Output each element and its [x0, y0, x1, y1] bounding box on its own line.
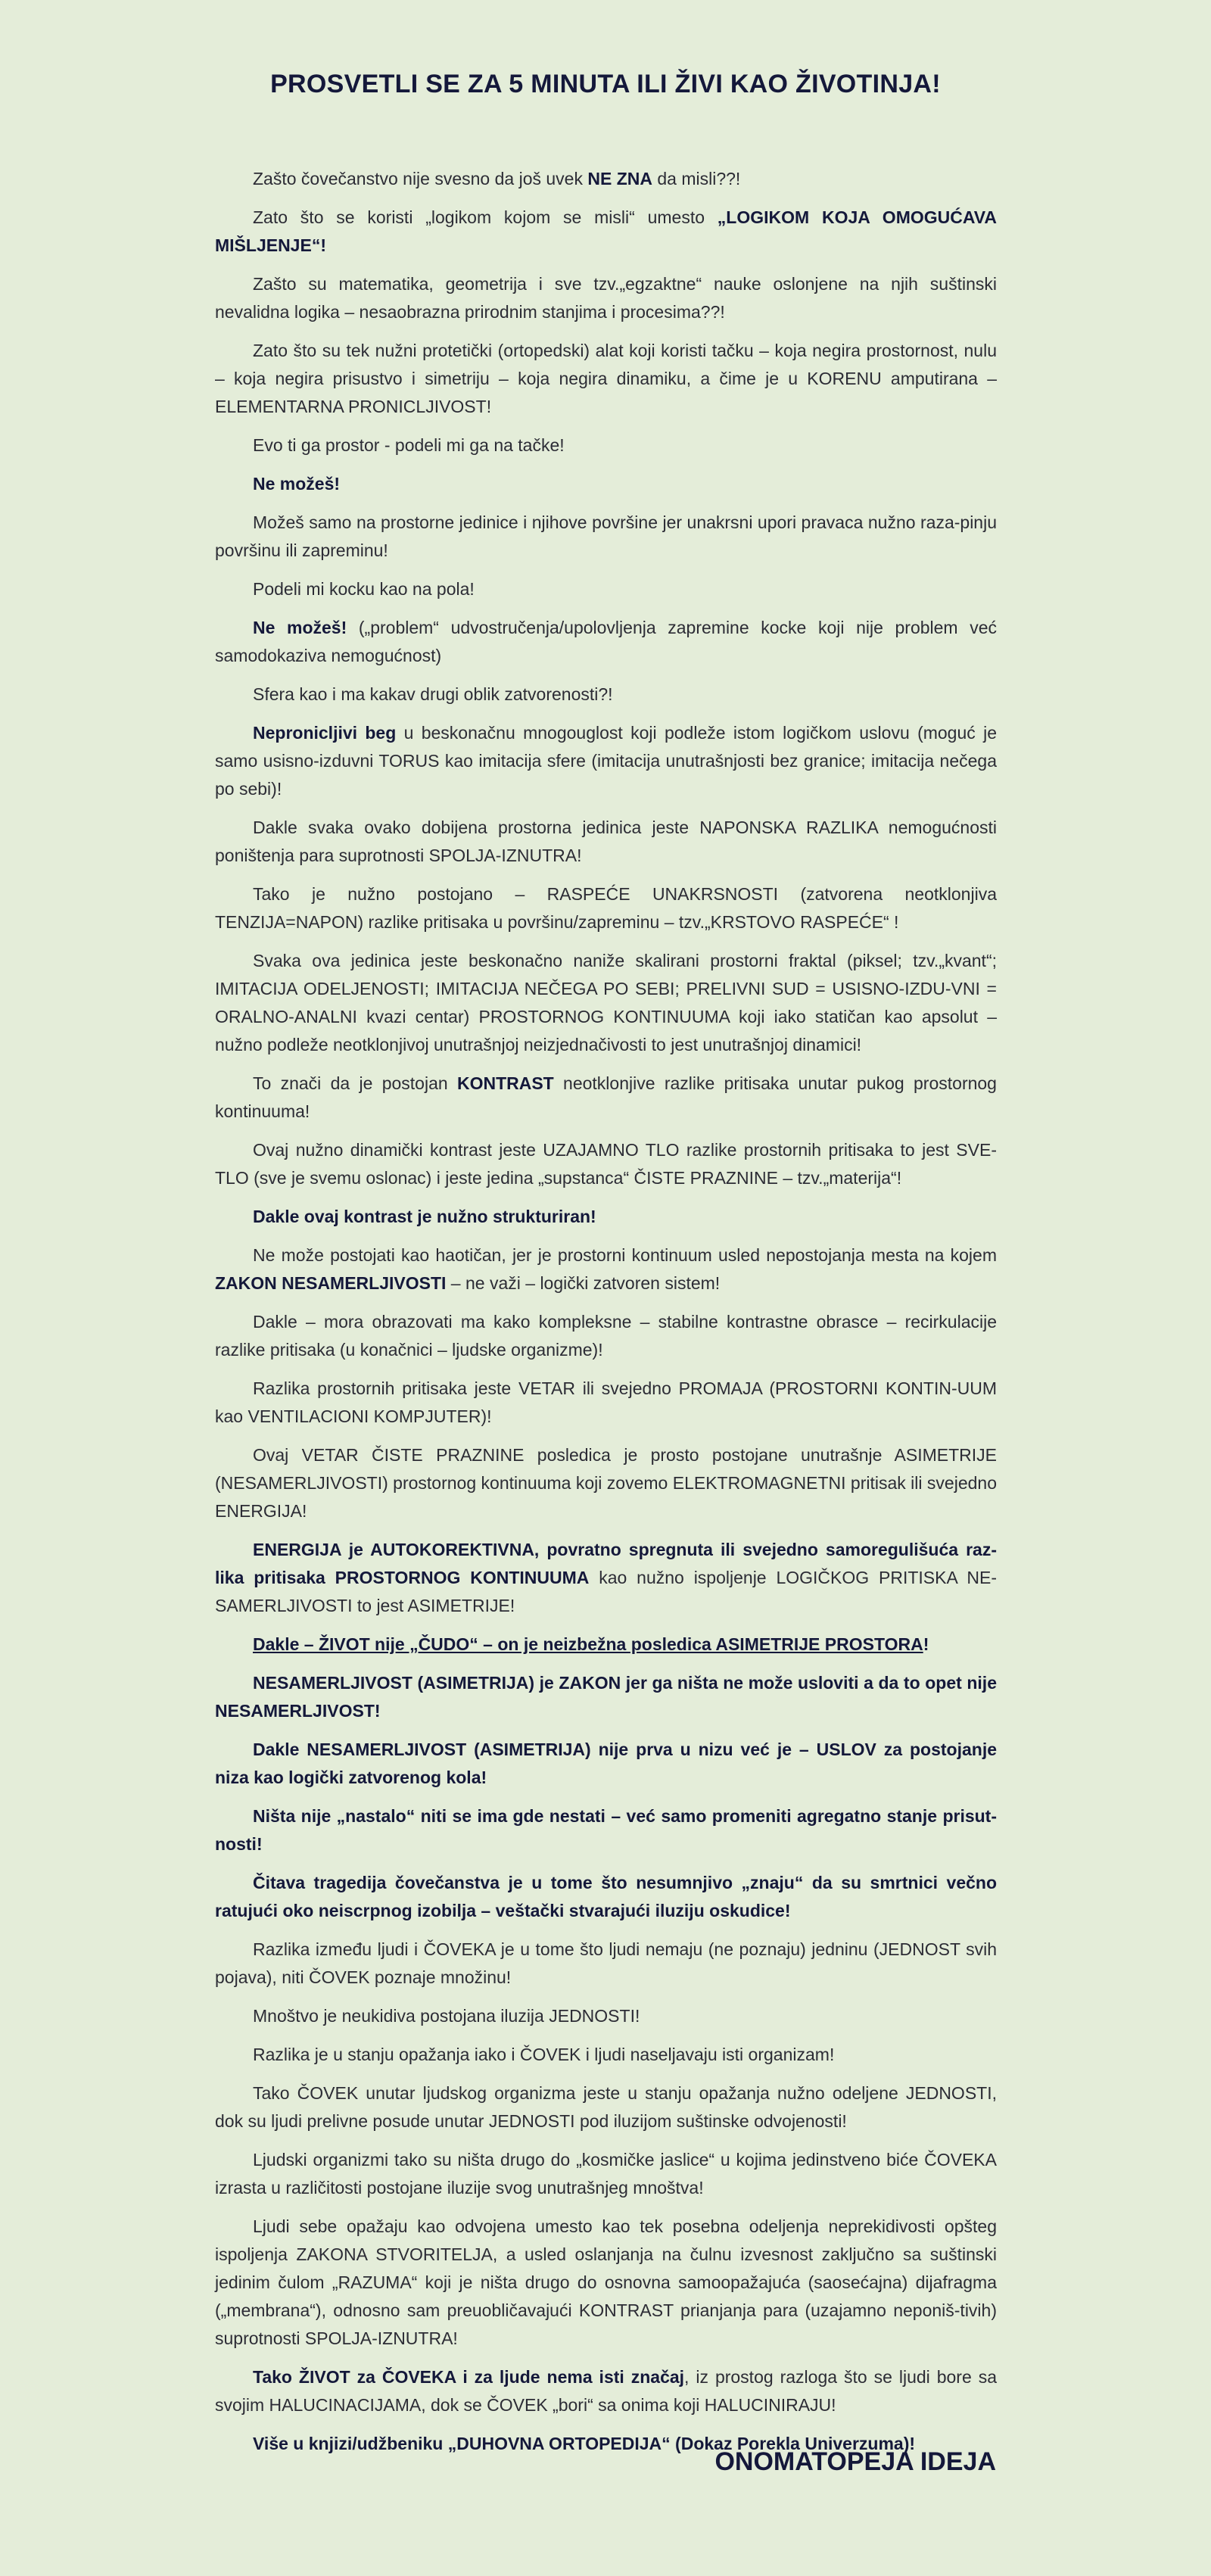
article-paragraph — [215, 880, 997, 936]
article-paragraph — [215, 1241, 997, 1297]
paragraph-text: Ljudski organizmi tako su ništa drugo do „kosmičke jaslice“ u kojima jedinstveno biće ČOVEKA izrasta u različitosti postojane iluzije svog unutrašnjeg mnoštva! — [215, 2150, 997, 2198]
paragraph-text: Ovaj nužno dinamički kontrast jeste UZAJAMNO TLO razlike prostornih pritisaka to jest SVE-TLO (sve je svemu oslonac) i jeste jedina „supstanca“ ČISTE PRAZNINE – tzv.„materija“! — [215, 1140, 997, 1188]
paragraph-text: , iz prostog razloga što se ljudi bore sa svojim HALUCINACIJAMA, dok se ČOVEK „bori“ sa onima koji HALUCINIRAJU! — [215, 2367, 997, 2415]
article-paragraph — [215, 204, 997, 260]
paragraph-bold-text: Više u knjizi/udžbeniku „DUHOVNA ORTOPEDIJA“ (Dokaz Porekla Univerzuma)! — [253, 2434, 916, 2453]
article-paragraph — [215, 1070, 997, 1126]
paragraph-text: – ne važi – logički zatvoren sistem! — [446, 1273, 721, 1293]
article-paragraph — [215, 2363, 997, 2419]
article-paragraph — [215, 431, 997, 459]
paragraph-bold-text: NE ZNA — [587, 169, 652, 188]
article-paragraph — [215, 1736, 997, 1792]
paragraph-text: Razlika prostornih pritisaka jeste VETAR ili svejedno PROMAJA (PROSTORNI KONTIN-UUM kao VENTILACIONI KOMPJUTER)! — [215, 1378, 997, 1426]
paragraph-text: Tako je nužno postojano – RASPEĆE UNAKRSNOSTI (zatvorena neotklonjiva TENZIJA=NAPON) razlike pritisaka u površinu/zapreminu – tzv.„KRSTOVO RASPEĆE“ ! — [215, 884, 997, 932]
paragraph-text: Zato što se koristi „logikom kojom se misli“ umesto — [253, 207, 718, 227]
article-paragraph — [215, 814, 997, 870]
article-paragraph — [215, 719, 997, 803]
article-paragraph — [215, 2213, 997, 2353]
paragraph-bold-text: ENERGIJA je AUTOKOREKTIVNA, povratno spregnuta ili svejedno samoregulišuća raz-lika pritisaka PROSTORNOG KONTINUUMA — [215, 1540, 997, 1587]
paragraph-text: Zato što su tek nužni protetički (ortopedski) alat koji koristi tačku – koja negira prostornost, nulu – koja negira prisustvo i simetriju – koja negira dinamiku, a čime je u KORENU amputirana – ELEMENTARNA PRONICLJIVOST! — [215, 341, 997, 416]
paragraph-bold-text: Dakle ovaj kontrast je nužno strukturiran! — [253, 1207, 596, 1226]
footer-signature: ONOMATOPEJA IDEJA — [714, 2447, 996, 2476]
paragraph-bold-text: ZAKON NESAMERLJIVOSTI — [215, 1273, 447, 1293]
article-paragraph — [215, 2041, 997, 2069]
paragraph-text: Ne može postojati kao haotičan, jer je prostorni kontinuum usled nepostojanja mesta na kojem — [253, 1245, 997, 1265]
article-paragraph — [215, 337, 997, 421]
article-paragraph — [215, 1136, 997, 1192]
paragraph-bold-text: Nepronicljivi beg — [253, 723, 397, 743]
paragraph-bold-text: Ne možeš! — [253, 618, 347, 637]
article-paragraph — [215, 2146, 997, 2202]
paragraph-text: Razlika je u stanju opažanja iako i ČOVEK i ljudi naseljavaju isti organizam! — [253, 2045, 835, 2064]
article-paragraph — [215, 681, 997, 709]
paragraph-text: Zašto su matematika, geometrija i sve tzv.„egzaktne“ nauke oslonjene na njih suštinski nevalidna logika – nesaobrazna prirodnim stanjima i procesima??! — [215, 274, 997, 322]
paragraph-text: kao nužno ispoljenje LOGIČKOG PRITISKA NE-SAMERLJIVOSTI to jest ASIMETRIJE! — [215, 1568, 997, 1615]
paragraph-text: Ovaj VETAR ČISTE PRAZNINE posledica je prosto postojane unutrašnje ASIMETRIJE (NESAMERLJIVOSTI) prostornog kontinuuma koji zovemo ELEKTROMAGNETNI pritisak ili svejedno ENERGIJA! — [215, 1445, 997, 1521]
article-paragraph — [215, 1536, 997, 1620]
article-paragraph — [215, 1869, 997, 1925]
paragraph-text: Ljudi sebe opažaju kao odvojena umesto kao tek posebna odeljenja neprekidivosti opšteg ispoljenja ZAKONA STVORITELJA, a usled oslanjanja na čulnu izvesnost zaključno sa suštinski jedinim čulom „RAZUMA“ koji je ništa drugo do osnovna samoopažajuća (saosećajna) dijafragma („membrana“), odnosno sam preuobličavajući KONTRAST prianjanja para (uzajamno neponiš-tivih) suprotnosti SPOLJA-IZNUTRA! — [215, 2216, 997, 2348]
paragraph-text: da misli??! — [652, 169, 741, 188]
paragraph-bold-text: „LOGIKOM KOJA OMOGUĆAVA MIŠLJENJE“! — [215, 207, 997, 255]
paragraph-bold-text: Dakle NESAMERLJIVOST (ASIMETRIJA) nije prva u nizu već je – USLOV za postojanje niza kao logički zatvorenog kola! — [215, 1740, 997, 1787]
paragraph-text: Sfera kao i ma kakav drugi oblik zatvorenosti?! — [253, 684, 613, 704]
paragraph-text: ! — [923, 1634, 929, 1654]
paragraph-text: neotklonjive razlike pritisaka unutar pukog prostornog kontinuuma! — [215, 1073, 997, 1121]
paragraph-text: Dakle – mora obrazovati ma kako kompleksne – stabilne kontrastne obrasce – recirkulacije razlike pritisaka (u konačnici – ljudske organizme)! — [215, 1312, 997, 1360]
page-title: PROSVETLI SE ZA 5 MINUTA ILI ŽIVI KAO ŽIVOTINJA! — [270, 70, 941, 98]
paragraph-text: Dakle svaka ovako dobijena prostorna jedinica jeste NAPONSKA RAZLIKA nemogućnosti poništenja para suprotnosti SPOLJA-IZNUTRA! — [215, 818, 997, 865]
article-body — [215, 165, 997, 2469]
paragraph-underlined-text: Dakle – ŽIVOT nije „ČUDO“ – on je neizbežna posledica ASIMETRIJE PROSTORA — [253, 1634, 923, 1654]
paragraph-text: Svaka ova jedinica jeste beskonačno naniže skalirani prostorni fraktal (piksel; tzv.„kvant“; IMITACIJA ODELJENOSTI; IMITACIJA NEČEGA PO SEBI; PRELIVNI SUD = USISNO-IZDU-VNI = ORALNO-ANALNI kvazi centar) PROSTORNOG KONTINUUMA koji iako statičan kao apsolut – nužno podleže neotklonjivoj unutrašnjoj neizjednačivosti to jest unutrašnjoj dinamici! — [215, 951, 997, 1054]
article-paragraph — [215, 1308, 997, 1364]
article-paragraph — [215, 947, 997, 1059]
paragraph-text: u beskonačnu mnogouglost koji podleže istom logičkom uslovu (moguć je samo usisno-izduvni TORUS kao imitacija sfere (imitacija unutrašnjosti bez granice; imitacija nečega po sebi)! — [215, 723, 997, 799]
paragraph-text: Tako ČOVEK unutar ljudskog organizma jeste u stanju opažanja nužno odeljene JEDNOSTI, dok su ljudi prelivne posude unutar JEDNOSTI pod iluzijom suštinske odvojenosti! — [215, 2083, 997, 2131]
article-paragraph — [215, 2002, 997, 2030]
paragraph-bold-text: NESAMERLJIVOST (ASIMETRIJA) je ZAKON jer ga ništa ne može usloviti a da to opet nije NESAMERLJIVOST! — [215, 1673, 997, 1721]
article-paragraph — [215, 1203, 997, 1231]
paragraph-text: („problem“ udvostručenja/upolovljenja zapremine kocke koji nije problem već samodokaziva nemogućnost) — [215, 618, 997, 665]
article-paragraph — [215, 1375, 997, 1431]
article-paragraph — [215, 1802, 997, 1858]
article-paragraph — [215, 1936, 997, 1992]
paragraph-text: Mnoštvo je neukidiva postojana iluzija JEDNOSTI! — [253, 2006, 640, 2026]
paragraph-text: Evo ti ga prostor - podeli mi ga na tačke! — [253, 435, 565, 455]
paragraph-text: Podeli mi kocku kao na pola! — [253, 579, 475, 599]
article-paragraph — [215, 270, 997, 326]
article-paragraph — [215, 1669, 997, 1725]
article-paragraph — [215, 1441, 997, 1525]
article-paragraph — [215, 470, 997, 498]
paragraph-bold-text: Čitava tragedija čovečanstva je u tome što nesumnjivo „znaju“ da su smrtnici večno ratujući oko neiscrpnog izobilja – veštački stvarajući iluziju oskudice! — [215, 1873, 997, 1920]
paragraph-text: Zašto čovečanstvo nije svesno da još uvek — [253, 169, 588, 188]
article-paragraph — [215, 575, 997, 603]
article-paragraph — [215, 509, 997, 565]
article-paragraph — [215, 614, 997, 670]
paragraph-text: To znači da je postojan — [253, 1073, 457, 1093]
article-paragraph — [215, 2079, 997, 2135]
paragraph-text: Možeš samo na prostorne jedinice i njihove površine jer unakrsni upori pravaca nužno raza-pinju površinu ili zapreminu! — [215, 512, 997, 560]
paragraph-bold-text: Ne možeš! — [253, 474, 341, 494]
paragraph-bold-text: KONTRAST — [456, 1073, 554, 1093]
article-paragraph — [215, 1631, 997, 1659]
paragraph-bold-text: Tako ŽIVOT za ČOVEKA i za ljude nema isti značaj — [253, 2367, 685, 2387]
article-paragraph — [215, 165, 997, 193]
paragraph-text: Razlika između ljudi i ČOVEKA je u tome što ljudi nemaju (ne poznaju) jedninu (JEDNOST svih pojava), niti ČOVEK poznaje množinu! — [215, 1939, 997, 1987]
paragraph-bold-text: Ništa nije „nastalo“ niti se ima gde nestati – već samo promeniti agregatno stanje prisut-nosti! — [215, 1806, 997, 1854]
